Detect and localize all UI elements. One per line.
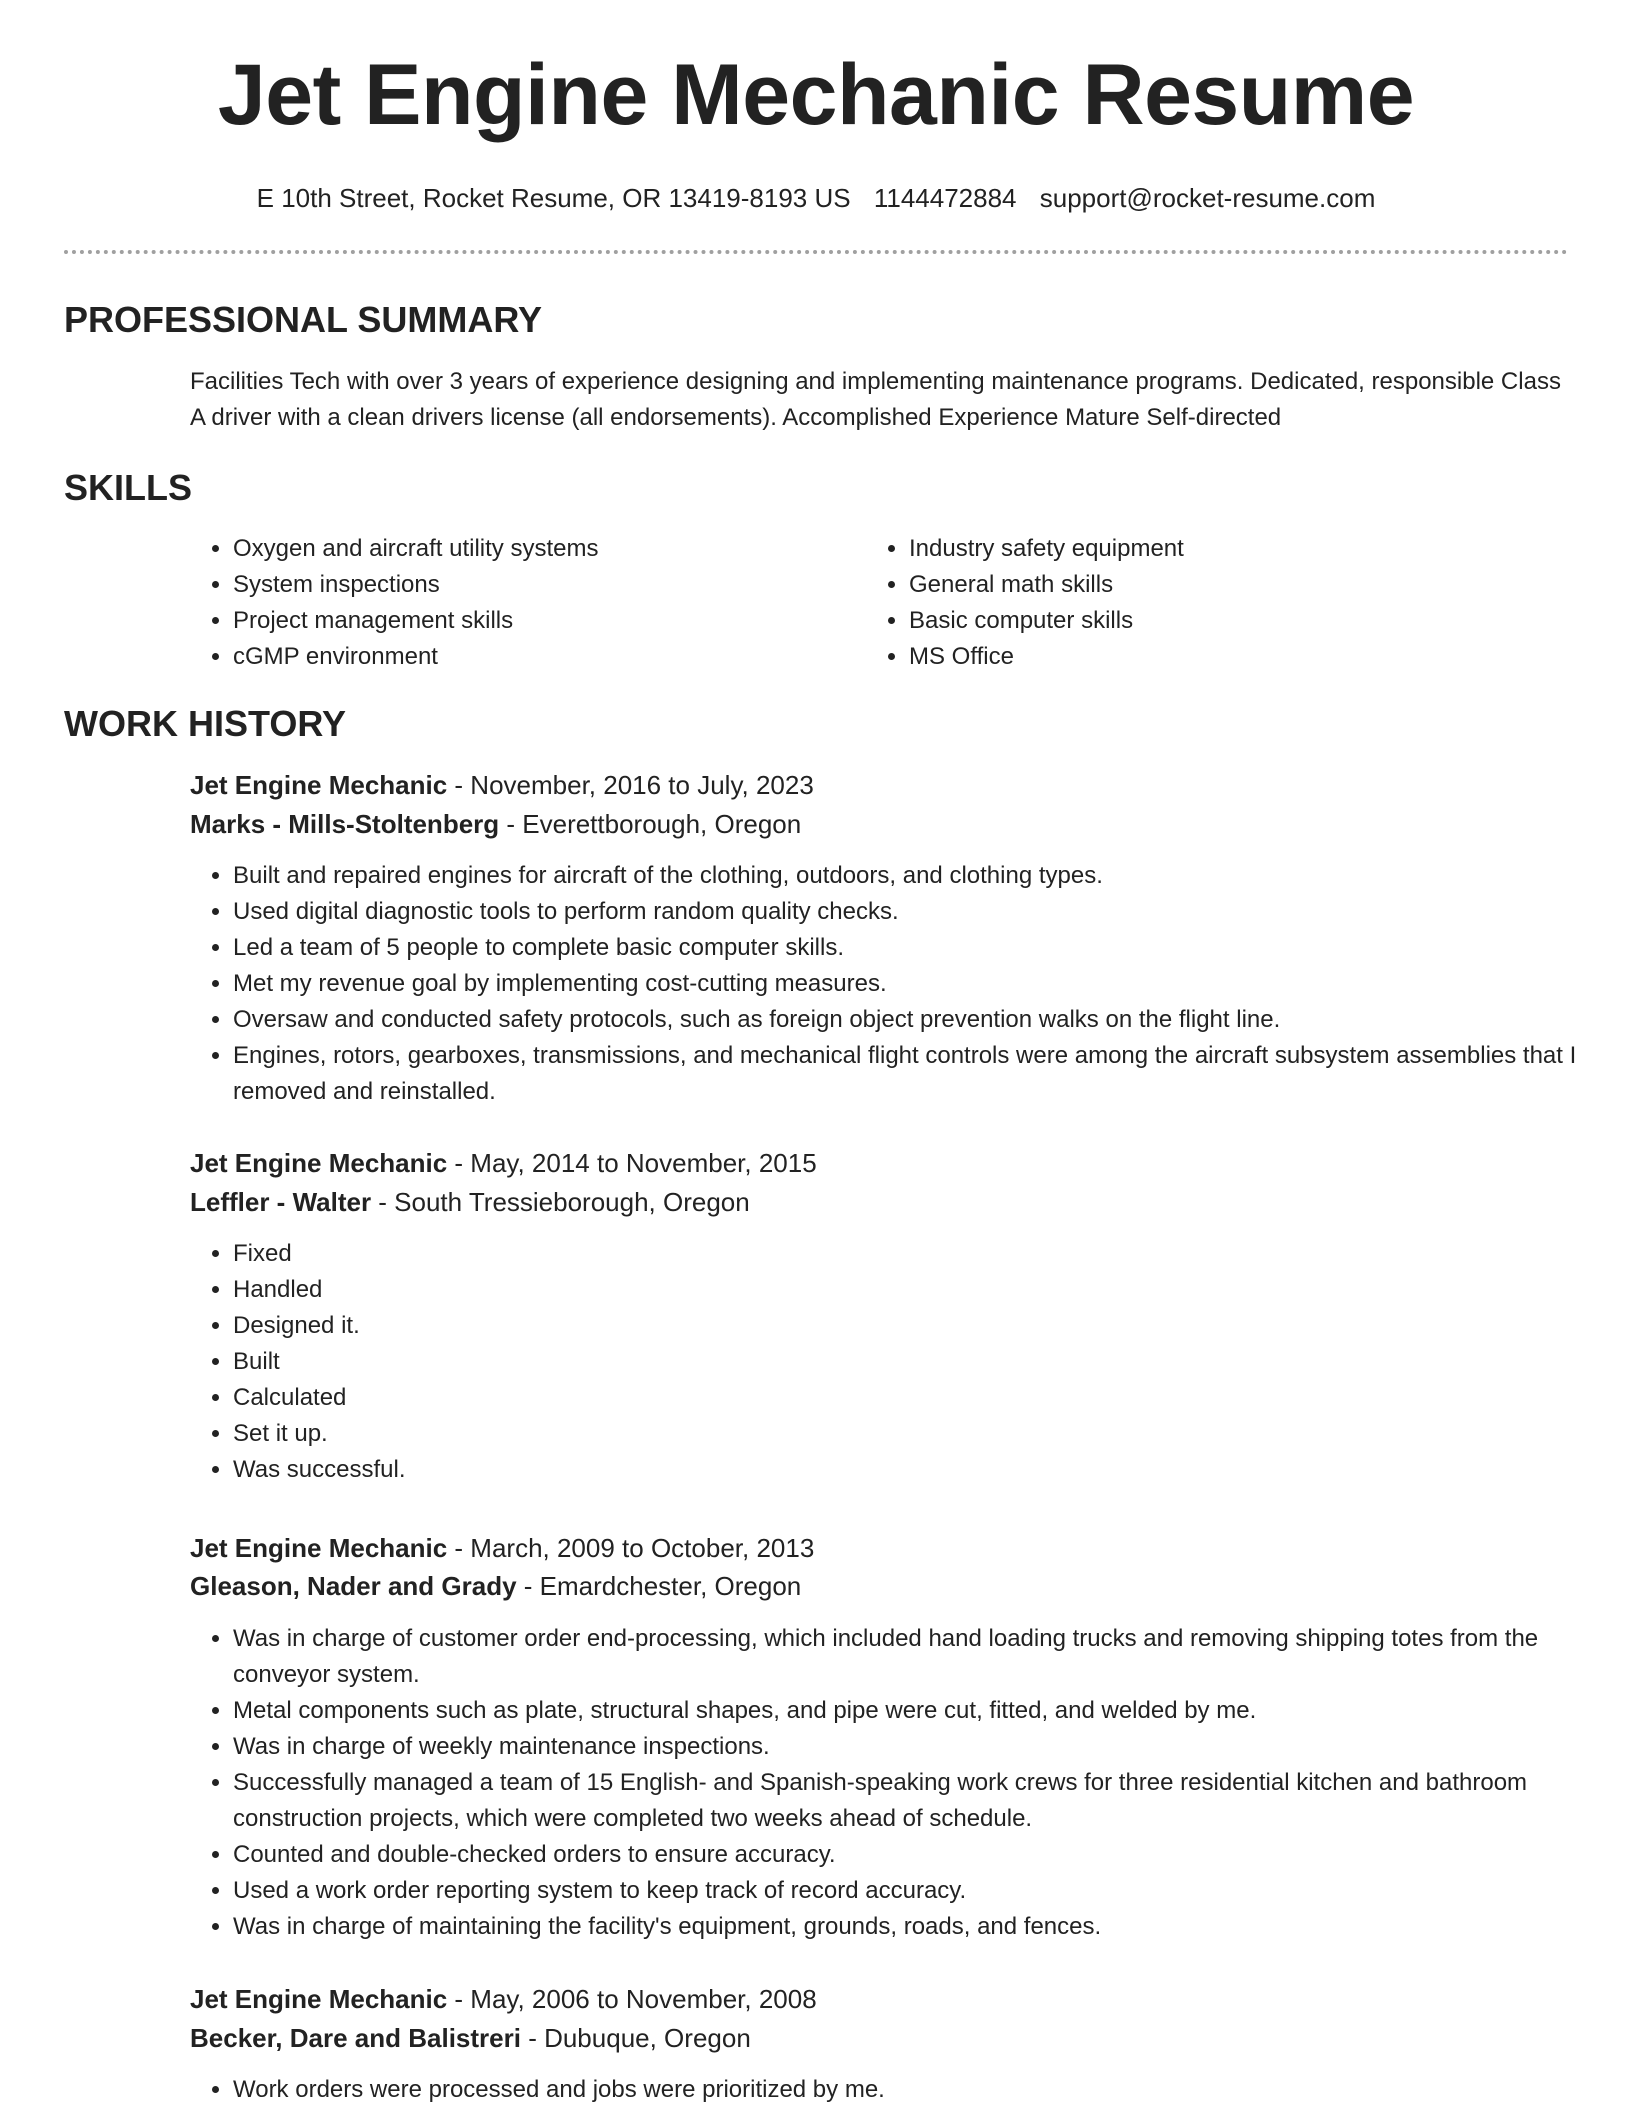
job-bullet: • Designed it. xyxy=(233,1308,1613,1344)
job-company: Becker, Dare and Balistreri xyxy=(190,2023,521,2053)
job-bullet: • Counted and double-checked orders to ensure accuracy. xyxy=(233,1837,1613,1873)
job-dates: - March, 2009 to October, 2013 xyxy=(447,1533,815,1563)
skill-item: • cGMP environment xyxy=(233,639,853,675)
job-title-line xyxy=(190,1980,817,2018)
job-bullet: • Was in charge of weekly maintenance inspections. xyxy=(233,1729,1613,1765)
job-company: Leffler - Walter xyxy=(190,1187,372,1217)
job-bullets xyxy=(190,2072,1613,2108)
job-location: - South Tressieborough, Oregon xyxy=(371,1187,750,1217)
job-bullet: • Oversaw and conducted safety protocols, such as foreign object prevention walks on the flight line. xyxy=(233,1002,1613,1038)
job-bullet: • Engines, rotors, gearboxes, transmissions, and mechanical flight controls were among the aircraft subsystem assemblies that I removed and reinstalled. xyxy=(233,1038,1613,1110)
job-location: - Everettborough, Oregon xyxy=(499,809,802,839)
job-company: Marks - Mills-Stoltenberg xyxy=(190,809,500,839)
job-bullet: • Was in charge of maintaining the facility's equipment, grounds, roads, and fences. xyxy=(233,1909,1613,1945)
skills-list-left xyxy=(190,531,853,675)
job-bullet: • Used a work order reporting system to keep track of record accuracy. xyxy=(233,1873,1613,1909)
job-bullet: • Was successful. xyxy=(233,1452,1613,1488)
skills-list-right xyxy=(866,531,1529,675)
job-role: Jet Engine Mechanic xyxy=(190,770,448,800)
skill-item: • General math skills xyxy=(909,567,1529,603)
skill-item: • Oxygen and aircraft utility systems xyxy=(233,531,853,567)
job-bullet: • Built and repaired engines for aircraft of the clothing, outdoors, and clothing types. xyxy=(233,858,1613,894)
job-dates: - November, 2016 to July, 2023 xyxy=(447,770,814,800)
job-bullet: • Fixed xyxy=(233,1236,1613,1272)
job-title-line xyxy=(190,766,814,804)
skill-item: • System inspections xyxy=(233,567,853,603)
job-company-line xyxy=(190,1183,750,1221)
job-bullet: • Calculated xyxy=(233,1380,1613,1416)
summary-text: Facilities Tech with over 3 years of experience designing and implementing maintenance programs. Dedicated, responsible Class A driver with a clean drivers license (all endorsements). Accomplished Experience Mature Self-directed xyxy=(190,368,1561,431)
summary-heading: PROFESSIONAL SUMMARY xyxy=(64,299,543,340)
job-bullet: • Work orders were processed and jobs were prioritized by me. xyxy=(233,2072,1613,2108)
contact-line xyxy=(0,183,1632,214)
job-location: - Emardchester, Oregon xyxy=(516,1571,802,1601)
work-history-heading: WORK HISTORY xyxy=(64,703,347,744)
job-bullets xyxy=(190,858,1613,1110)
job-company-line xyxy=(190,1567,801,1605)
skill-item: • MS Office xyxy=(909,639,1529,675)
skills-heading: SKILLS xyxy=(64,467,193,508)
job-company-line xyxy=(190,805,801,843)
job-dates: - May, 2006 to November, 2008 xyxy=(447,1984,817,2014)
job-bullet: • Led a team of 5 people to complete basic computer skills. xyxy=(233,930,1613,966)
job-title-line xyxy=(190,1144,817,1182)
job-bullet: • Built xyxy=(233,1344,1613,1380)
skill-item: • Project management skills xyxy=(233,603,853,639)
job-title-line xyxy=(190,1529,814,1567)
header-divider xyxy=(64,250,1568,254)
contact-phone: 1144472884 xyxy=(873,183,1017,213)
resume-title: Jet Engine Mechanic Resume xyxy=(217,47,1415,143)
job-role: Jet Engine Mechanic xyxy=(190,1984,448,2014)
job-bullet: • Handled xyxy=(233,1272,1613,1308)
job-bullet: • Successfully managed a team of 15 English- and Spanish-speaking work crews for three residential kitchen and bathroom construction projects, which were completed two weeks ahead of schedule. xyxy=(233,1765,1613,1837)
job-bullet: • Was in charge of customer order end-processing, which included hand loading trucks and removing shipping totes from the conveyor system. xyxy=(233,1621,1613,1693)
job-company-line xyxy=(190,2019,751,2057)
job-bullet: • Used digital diagnostic tools to perform random quality checks. xyxy=(233,894,1613,930)
job-location: - Dubuque, Oregon xyxy=(520,2023,751,2053)
contact-address: E 10th Street, Rocket Resume, OR 13419-8193 US xyxy=(256,183,851,213)
contact-email: support@rocket-resume.com xyxy=(1039,183,1376,213)
job-bullet: • Set it up. xyxy=(233,1416,1613,1452)
job-dates: - May, 2014 to November, 2015 xyxy=(447,1148,817,1178)
job-bullet: • Met my revenue goal by implementing cost-cutting measures. xyxy=(233,966,1613,1002)
skill-item: • Industry safety equipment xyxy=(909,531,1529,567)
job-role: Jet Engine Mechanic xyxy=(190,1148,448,1178)
job-company: Gleason, Nader and Grady xyxy=(190,1571,517,1601)
job-bullet: • Metal components such as plate, structural shapes, and pipe were cut, fitted, and welded by me. xyxy=(233,1693,1613,1729)
job-bullets xyxy=(190,1236,1613,1488)
skill-item: • Basic computer skills xyxy=(909,603,1529,639)
job-role: Jet Engine Mechanic xyxy=(190,1533,448,1563)
job-bullets xyxy=(190,1621,1613,1945)
